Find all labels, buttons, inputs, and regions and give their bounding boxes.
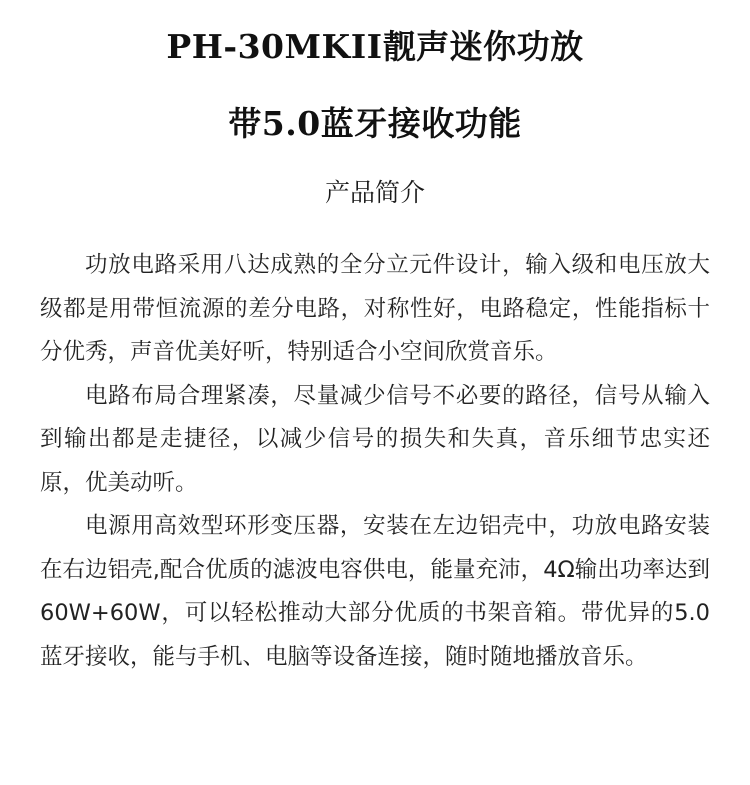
product-description	[40, 244, 710, 679]
paragraph-layout: 电路布局合理紧凑，尽量减少信号不必要的路径，信号从输入到输出都是走捷径，以减少信号的损失和失真，音乐细节忠实还原，优美动听。	[40, 382, 710, 496]
paragraph-power-supply: 电源用高效型环形变压器，安装在左边铝壳中，功放电路安装在右边铝壳,配合优质的滤波电容供电，能量充沛，4Ω输出功率达到60W+60W，可以轻松推动大部分优质的书架音箱。带优异的5.0蓝牙接收，能与手机、电脑等设备连接，随时随地播放音乐。	[40, 513, 710, 670]
section-heading: 产品简介	[324, 178, 425, 207]
paragraph-circuit-design: 功放电路采用八达成熟的全分立元件设计，输入级和电压放大级都是用带恒流源的差分电路，对称性好，电路稳定，性能指标十分优秀，声音优美好听，特别适合小空间欣赏音乐。	[40, 252, 710, 365]
product-title: PH-30MKII靓声迷你功放	[166, 27, 584, 66]
product-subtitle: 带5.0蓝牙接收功能	[228, 104, 522, 143]
